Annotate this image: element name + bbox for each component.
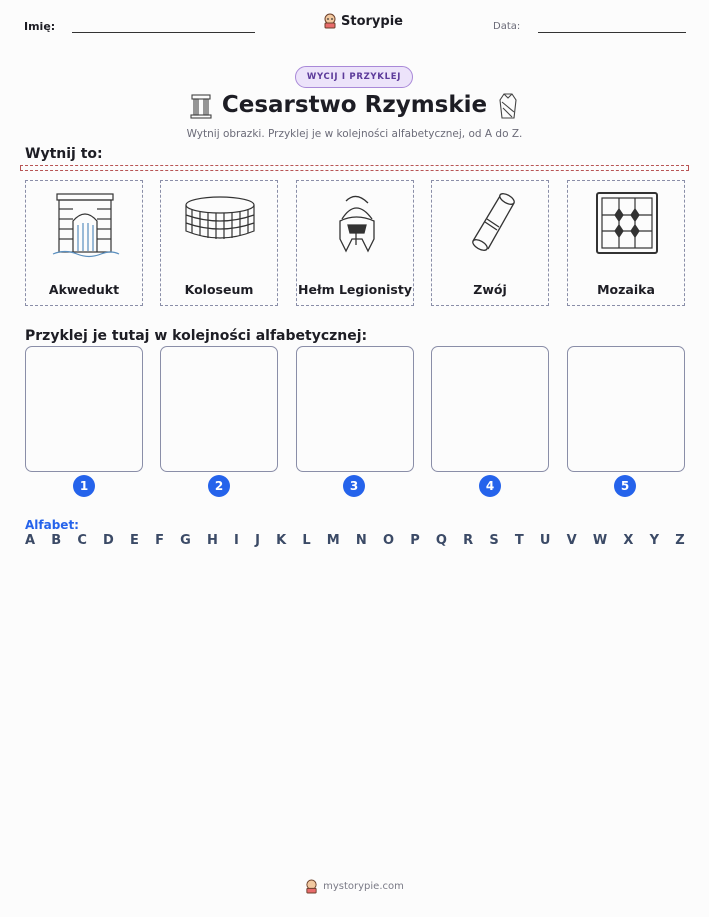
alphabet-letter: V (566, 533, 577, 548)
footer-link[interactable]: mystorypie.com (323, 881, 404, 892)
alphabet-letter: O (382, 533, 395, 548)
alphabet-letter: A (25, 533, 36, 548)
alphabet-letter: L (302, 533, 311, 548)
slot-number: 3 (343, 475, 365, 497)
alphabet-letter: C (77, 533, 87, 548)
logo (323, 13, 403, 29)
cut-heading: Wytnij to: (25, 146, 103, 162)
alphabet-letter: P (410, 533, 420, 548)
storypie-mascot-icon (305, 879, 318, 894)
card-aqueduct[interactable] (25, 180, 143, 306)
helmet-icon (316, 189, 396, 259)
alphabet-letter: Z (675, 533, 685, 548)
alphabet-letter: S (489, 533, 499, 548)
paste-slot-5[interactable] (567, 346, 685, 472)
alphabet-letter: E (130, 533, 139, 548)
paste-heading: Przyklej je tutaj w kolejności alfabetycznej: (25, 328, 368, 344)
card-mosaic[interactable] (567, 180, 685, 306)
paste-slot-2[interactable] (160, 346, 278, 472)
paste-slot-4[interactable] (431, 346, 549, 472)
slot-number: 2 (208, 475, 230, 497)
card-label: Mozaika (597, 282, 655, 297)
paste-slot-3[interactable] (296, 346, 414, 472)
alphabet-letter: F (155, 533, 164, 548)
alphabet-letter: Y (649, 533, 660, 548)
toga-icon (496, 92, 520, 120)
alphabet-letter: U (539, 533, 551, 548)
scroll-icon (451, 189, 531, 259)
alphabet-letter: I (234, 533, 239, 548)
alphabet-letter: W (592, 533, 608, 548)
card-scroll[interactable] (431, 180, 549, 306)
alphabet-letter: J (255, 533, 260, 548)
alphabet-letter: H (206, 533, 218, 548)
alphabet-letter: R (463, 533, 474, 548)
footer (0, 879, 709, 894)
alphabet-row (25, 533, 685, 548)
card-label: Akwedukt (48, 282, 120, 297)
aqueduct-icon (45, 189, 125, 259)
alphabet-letter: M (326, 533, 340, 548)
activity-badge: WYCIJ I PRZYKLEJ (295, 66, 413, 88)
alphabet-letter: Q (435, 533, 447, 548)
instructions: Wytnij obrazki. Przyklej je w kolejności alfabetycznej, od A do Z. (186, 128, 523, 140)
paste-slot-1[interactable] (25, 346, 143, 472)
alphabet-letter: D (103, 533, 114, 548)
alphabet-letter: B (51, 533, 62, 548)
alphabet-letter: X (623, 533, 634, 548)
name-label: Imię: (24, 20, 56, 33)
card-label: Hełm Legionisty (298, 282, 412, 297)
slot-number: 1 (73, 475, 95, 497)
mosaic-icon (587, 189, 667, 259)
alphabet-letter: G (180, 533, 191, 548)
alphabet-letter: K (276, 533, 287, 548)
card-label: Koloseum (184, 282, 254, 297)
slot-number: 4 (479, 475, 501, 497)
cut-line (20, 165, 689, 171)
page-title: Cesarstwo Rzymskie (221, 92, 488, 118)
card-colosseum[interactable] (160, 180, 278, 306)
name-line[interactable] (72, 32, 255, 33)
alphabet-title: Alfabet: (25, 518, 79, 532)
logo-text: Storypie (341, 13, 403, 29)
slot-number: 5 (614, 475, 636, 497)
date-label: Data: (493, 21, 521, 32)
date-line[interactable] (538, 32, 686, 33)
colosseum-icon (180, 189, 260, 259)
storypie-mascot-icon (323, 13, 337, 29)
card-label: Zwój (473, 282, 507, 297)
card-helmet[interactable] (296, 180, 414, 306)
alphabet-letter: T (514, 533, 524, 548)
alphabet-letter: N (355, 533, 367, 548)
